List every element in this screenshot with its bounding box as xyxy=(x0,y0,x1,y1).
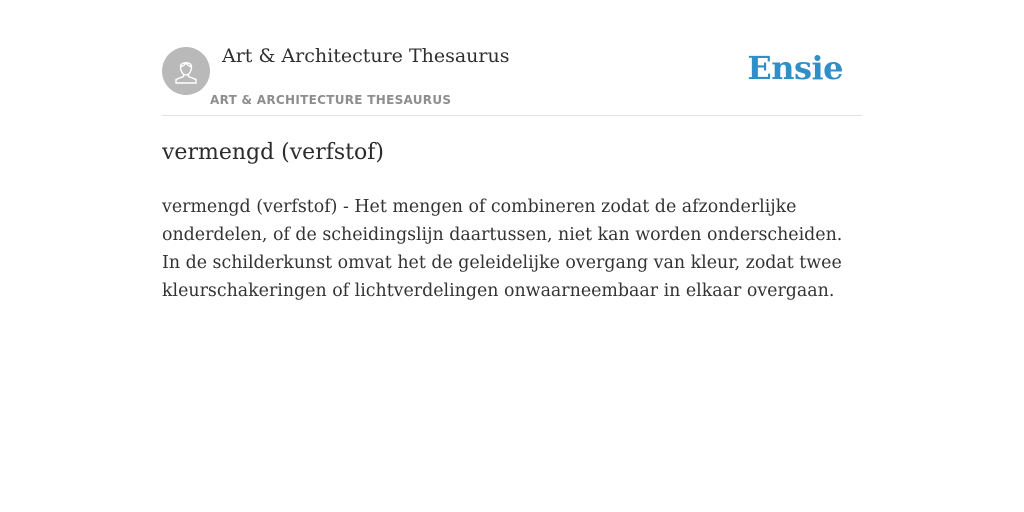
source-label: ART & ARCHITECTURE THESAURUS xyxy=(210,93,452,107)
page-title: vermengd (verfstof) xyxy=(162,140,384,165)
avatar[interactable] xyxy=(162,47,210,95)
ensie-logo[interactable]: Ensie xyxy=(747,49,843,87)
user-silhouette-icon xyxy=(171,56,201,86)
author-name-link[interactable]: Art & Architecture Thesaurus xyxy=(222,45,510,67)
entry-card xyxy=(162,0,862,512)
definition-text: vermengd (verfstof) - Het mengen of combineren zodat de afzonderlijke onderdelen, of de scheidingslijn daartussen, niet kan worden onderscheiden. In de schilderkunst omvat het de geleidelijke overgang van kleur, zodat twee kleurschakeringen of lichtverdelingen onwaarneembaar in elkaar overgaan. xyxy=(162,197,843,301)
entry-header xyxy=(162,0,862,116)
